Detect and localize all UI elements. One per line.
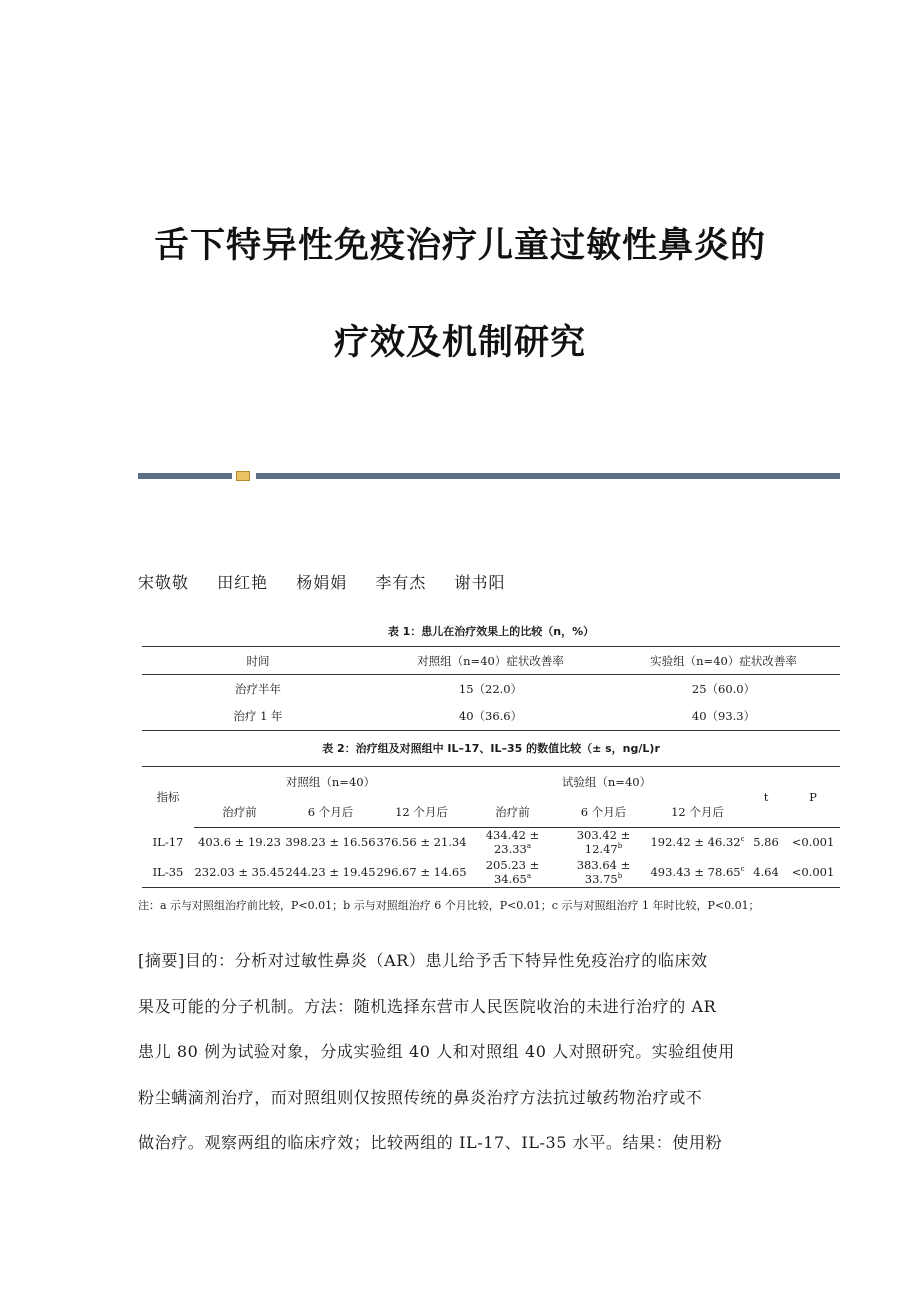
author: 李有杰 [375,573,427,592]
author: 宋敬敬 [138,573,190,592]
abstract-line: 果及可能的分子机制。方法：随机选择东营市人民医院收治的未进行治疗的 AR [138,996,717,1016]
table-header-cell: 对照组（n=40） [194,767,467,798]
table-cell: <0.001 [786,857,840,887]
title-divider [138,471,840,481]
table1 [142,646,840,731]
table-cell: 244.23 ± 19.45 [285,857,376,887]
author: 谢书阳 [454,573,506,592]
paper-title-line-2: 疗效及机制研究 [333,322,586,363]
table-header-cell: P [786,767,840,828]
divider-bar-left [138,473,232,479]
table-cell: 40（93.3） [607,703,840,731]
table-row [142,827,840,857]
table-cell: 493.43 ± 78.65$^c$ [649,857,746,887]
table-cell: <0.001 [791,835,835,850]
table-cell: 4.64 [746,857,786,887]
table2 [142,766,840,888]
abstract-line: [摘要]目的：分析对过敏性鼻炎（AR）患儿给予舌下特异性免疫治疗的临床效 [138,951,708,970]
table-cell: IL-17 [152,835,184,849]
table-header-cell: 时间 [142,647,374,675]
abstract-line: 患儿 80 例为试验对象，分成实验组 40 人和对照组 40 人对照研究。实验组使用 [138,1042,735,1061]
table-subheader-row [142,797,840,827]
table-cell: 296.67 ± 14.65 [376,857,467,887]
author: 田红艳 [217,573,269,592]
table-header-cell: 6 个月后 [285,797,376,827]
table-row [142,857,840,887]
table-header-cell: 指标 [142,767,194,828]
table-row [142,703,840,731]
table-cell: 403.6 ± 19.23 [198,835,281,850]
table-cell: 40（36.6） [374,703,607,731]
table-cell: 5.86 [753,835,779,850]
table-cell: 434.42 ± 23.33$^a$ [485,828,540,857]
table-header-cell: 实验组（n=40）症状改善率 [607,647,840,675]
table-cell: 治疗 1 年 [142,703,374,731]
divider-bar-right [256,473,840,479]
table-cell: 303.42 ± 12.47$^b$ [576,828,631,857]
table-header-cell: 治疗前 [194,797,285,827]
table-cell: 205.23 ± 34.65$^a$ [467,857,558,887]
table-header-row [142,647,840,675]
table-header-cell: 12 个月后 [376,797,467,827]
author: 杨娟娟 [296,573,348,592]
table-header-cell: t [746,767,786,828]
table-header-cell: 6 个月后 [558,797,649,827]
abstract-line: 做治疗。观察两组的临床疗效；比较两组的 IL-17、IL-35 水平。结果：使用粉 [138,1133,723,1152]
table-header-cell: 12 个月后 [649,797,746,827]
table2-caption: 表 2：治疗组及对照组中 IL–17、IL–35 的数值比较（± s，ng/L)r [322,742,660,755]
table-row [142,675,840,703]
table-cell: 192.42 ± 46.32$^c$ [650,835,745,850]
author-list [138,570,527,593]
paper-title-line-1: 舌下特异性免疫治疗儿童过敏性鼻炎的 [153,225,766,266]
table-cell: 232.03 ± 35.45 [194,857,285,887]
table-cell: IL-35 [142,857,194,887]
table-header-cell: 对照组（n=40）症状改善率 [374,647,607,675]
table-header-cell: 试验组（n=40） [467,767,746,798]
abstract-line: 粉尘螨滴剂治疗，而对照组则仅按照传统的鼻炎治疗方法抗过敏药物治疗或不 [138,1087,703,1107]
table-cell: 15（22.0） [458,681,523,696]
table-cell: 治疗半年 [235,681,281,696]
table-cell: 25（60.0） [691,681,756,696]
divider-marker-icon [236,471,250,481]
table-header-row [142,767,840,798]
table-header-cell: 治疗前 [467,797,558,827]
table-cell: 376.56 ± 21.34 [376,835,467,850]
table1-caption: 表 1：患儿在治疗效果上的比较（n，%） [387,625,595,638]
table-cell: 398.23 ± 16.56 [285,835,376,850]
table2-note: 注：a 示与对照组治疗前比较，P<0.01；b 示与对照组治疗 6 个月比较，P<0.01；c 示与对照组治疗 1 年时比较，P<0.01； [138,899,760,912]
abstract [138,938,788,1166]
table-cell: 383.64 ± 33.75$^b$ [558,857,649,887]
